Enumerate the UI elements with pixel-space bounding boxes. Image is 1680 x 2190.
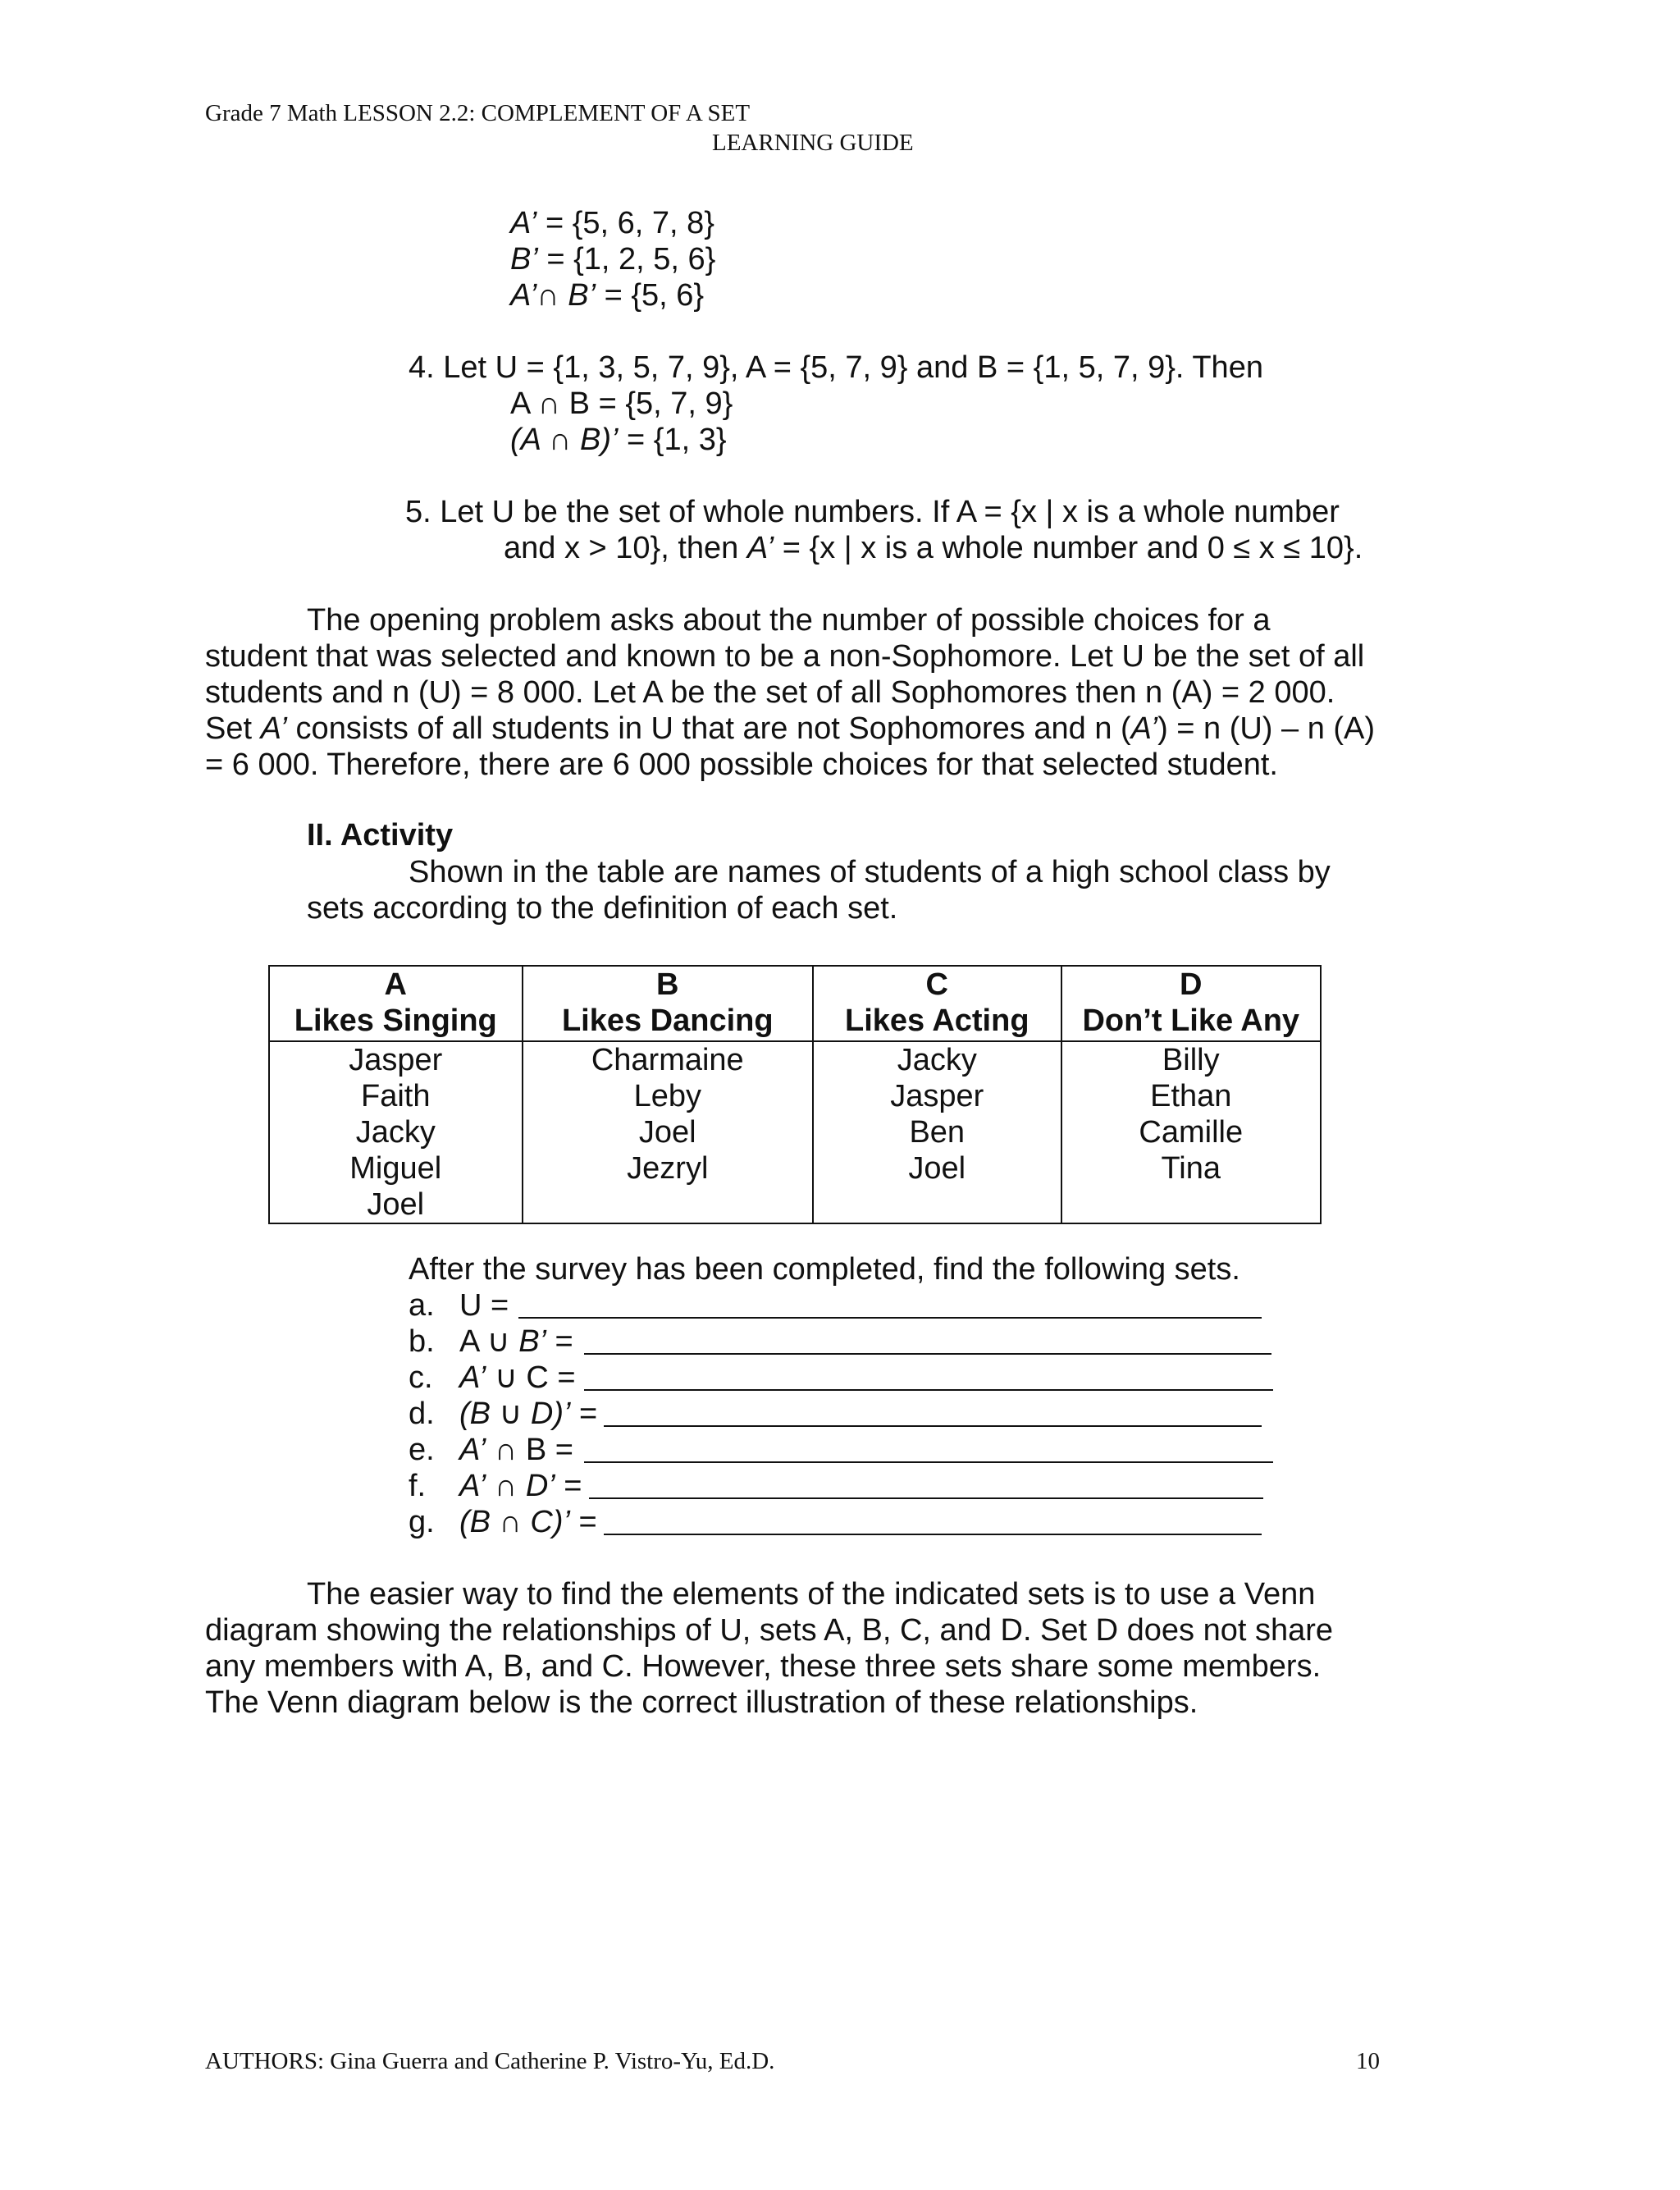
example3-intersection: A’∩ B’ = {5, 6} [510,278,705,313]
question-e: e. A’ ∩ B = [409,1432,573,1468]
document-header: Grade 7 Math LESSON 2.2: COMPLEMENT OF A SET [205,100,751,126]
table-cell: Billy [1162,1043,1220,1077]
table-cell: Faith [361,1079,431,1113]
example3-a-complement: A’ = {5, 6, 7, 8} [510,206,714,240]
table-cell: Miguel [349,1151,442,1186]
table-cell: Ethan [1150,1079,1232,1113]
answer-blank-e[interactable] [584,1461,1273,1463]
footer-authors: AUTHORS: Gina Guerra and Catherine P. Vistro-Yu, Ed.D. [205,2048,775,2074]
questions-intro: After the survey has been completed, find the following sets. [409,1252,1240,1287]
answer-blank-d[interactable] [604,1425,1262,1427]
table-cell: Camille [1139,1115,1244,1150]
column-header-b: B Likes Dancing [523,966,814,1041]
activity-heading: II. Activity [307,818,454,853]
venn-intro-paragraph: The easier way to find the elements of the indicated sets is to use a Venn diagram showing the relationships of U, sets A, B, C, and D. Set D does not share any members with A, B, and C. However, these three sets share some members. The Venn diagram below is the correct illustration of these relationships. [205,1577,1334,1720]
table-cell: Jasper [349,1043,443,1077]
answer-blank-b[interactable] [584,1353,1271,1355]
example4-intersection: A ∩ B = {5, 7, 9} [510,386,733,421]
page-number: 10 [1356,2048,1380,2074]
table-cell: Jasper [890,1079,984,1113]
table-cell: Tina [1161,1151,1221,1186]
table-cell: Leby [633,1079,701,1113]
example4-statement: 4. Let U = {1, 3, 5, 7, 9}, A = {5, 7, 9} and B = {1, 5, 7, 9}. Then [409,350,1263,385]
question-c: c. A’ ∪ C = [409,1360,576,1396]
question-a: a. U = [409,1287,509,1324]
column-header-c: C Likes Acting [813,966,1061,1041]
table-cell: Jacky [355,1115,436,1150]
document-subheader: LEARNING GUIDE [712,130,914,156]
answer-blank-f[interactable] [589,1497,1263,1499]
question-g: g. (B ∩ C)’ = [409,1504,597,1540]
student-sets-table [268,965,1322,1224]
set-a-members [269,1041,523,1223]
set-c-members [813,1041,1061,1223]
column-header-a: A Likes Singing [269,966,523,1041]
answer-blank-a[interactable] [518,1317,1262,1319]
set-b-members [523,1041,814,1223]
question-b: b. A ∪ B’ = [409,1324,573,1360]
opening-problem-paragraph: The opening problem asks about the number of possible choices for a student that was selected and known to be a non-Sophomore. Let U be the set of all students and n (U) = 8 000. Let A be the set of all Sophomores then n (A) = 2 000. Set A’ consists of all students in U that are not Sophomores and n (A’) = n (U) – n (A) = 6 000. Therefore, there are 6 000 possible choices for that selected student. [205,603,1376,782]
example5-complement: and x > 10}, then A’ = {x | x is a whole number and 0 ≤ x ≤ 10}. [504,531,1363,565]
example4-complement: (A ∩ B)’ = {1, 3} [510,423,727,457]
activity-intro-line2: sets according to the definition of each set. [307,891,898,926]
table-cell: Joel [367,1187,425,1222]
table-cell: Joel [638,1115,696,1150]
activity-intro-line1: Shown in the table are names of students of a high school class by [409,855,1331,889]
answer-blank-g[interactable] [604,1534,1262,1535]
table-cell: Jacky [897,1043,977,1077]
table-cell: Jezryl [627,1151,709,1186]
question-f: f. A’ ∩ D’ = [409,1468,582,1504]
answer-blank-c[interactable] [584,1389,1273,1391]
table-cell: Joel [908,1151,966,1186]
example3-b-complement: B’ = {1, 2, 5, 6} [510,242,716,277]
table-cell: Ben [909,1115,966,1150]
column-header-d: D Don’t Like Any [1061,966,1322,1041]
set-d-members [1061,1041,1322,1223]
table-cell: Charmaine [591,1043,744,1077]
example5-statement: 5. Let U be the set of whole numbers. If A = {x | x is a whole number [405,495,1340,529]
question-d: d. (B ∪ D)’ = [409,1396,597,1432]
